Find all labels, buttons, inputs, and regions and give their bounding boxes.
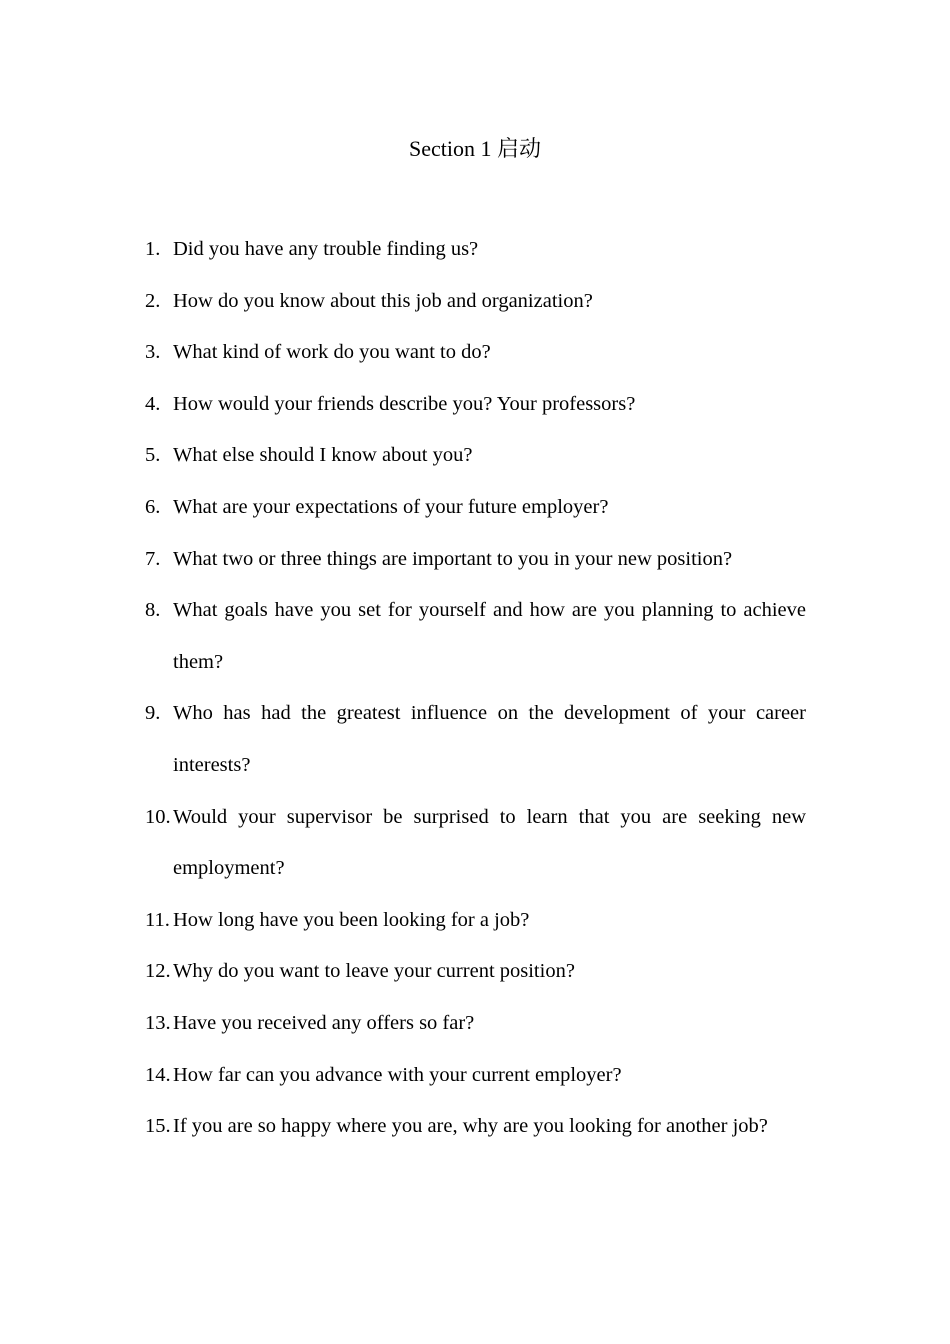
question-number: 12. [145,960,171,983]
question-text: What else should I know about you? [173,444,473,467]
question-number: 5. [145,444,161,467]
question-number: 13. [145,1011,171,1034]
question-text: How would your friends describe you? Your professors? [173,392,636,415]
section-title: Section 1 启动 [409,136,541,161]
question-item [145,946,806,998]
question-number: 1. [145,238,161,260]
question-text: What two or three things are important to you in your new position? [173,547,733,570]
question-text: If you are so happy where you are, why are you looking for another job? [173,1115,768,1138]
question-item [145,688,806,791]
question-number: 7. [145,547,161,570]
question-number: 10. [145,805,171,828]
question-text: What goals have you set for yourself and how are you planning to achieve them? [173,599,806,673]
question-text: How do you know about this job and organization? [173,289,593,312]
question-item [145,895,806,947]
question-item [145,276,806,328]
question-text: Who has had the greatest influence on the development of your career interests? [173,702,806,776]
question-item [145,482,806,534]
question-item [145,379,806,431]
question-number: 8. [145,599,161,622]
question-text: Did you have any trouble finding us? [173,238,479,260]
question-text: Would your supervisor be surprised to learn that you are seeking new employment? [173,805,806,880]
question-text: Have you received any offers so far? [173,1011,475,1034]
question-number: 11. [145,908,170,931]
question-text: What are your expectations of your future employer? [173,495,609,518]
question-number: 3. [145,341,161,364]
question-item [145,534,806,586]
question-text: How far can you advance with your current employer? [173,1063,622,1086]
question-item [145,224,806,276]
question-list [145,224,806,1153]
question-item [145,430,806,482]
question-item [145,1101,806,1153]
question-number: 15. [145,1115,171,1138]
question-text: How long have you been looking for a job? [173,908,530,931]
question-text: What kind of work do you want to do? [173,341,491,364]
question-item [145,792,806,895]
question-item [145,327,806,379]
question-item [145,585,806,688]
question-number: 6. [145,495,161,518]
question-number: 14. [145,1063,171,1086]
question-number: 9. [145,702,161,725]
question-number: 4. [145,392,161,415]
question-item [145,998,806,1050]
question-item [145,1050,806,1102]
question-text: Why do you want to leave your current position? [173,960,575,983]
question-number: 2. [145,289,161,312]
